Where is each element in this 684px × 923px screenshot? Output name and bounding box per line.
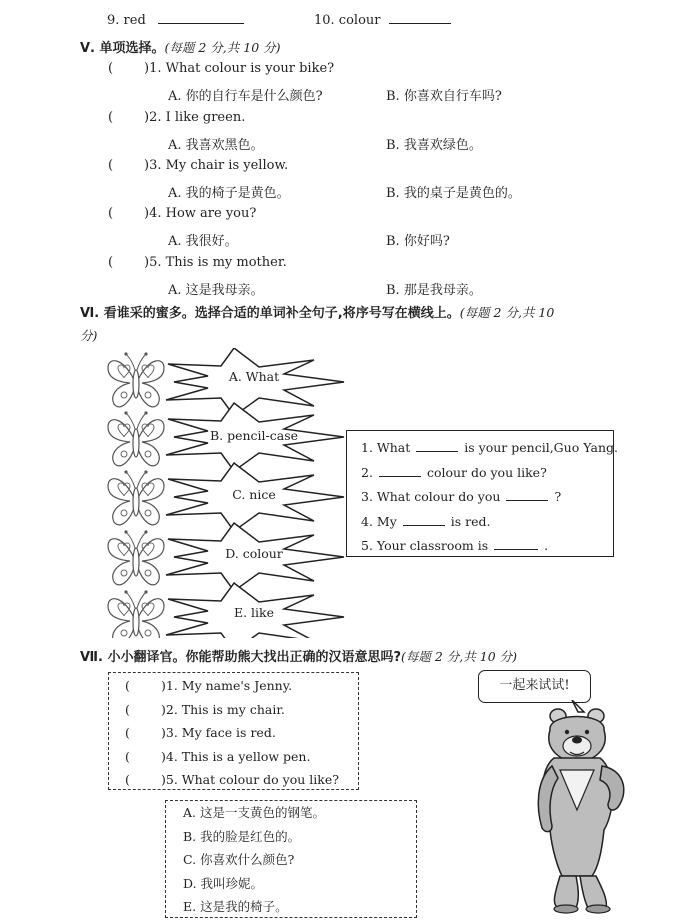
question-text: )2. I like green. [144,110,246,125]
question-4 [108,206,256,221]
question-3 [108,158,288,173]
item-10-blank[interactable] [389,23,451,24]
question-text: )3. My face is red. [161,725,276,740]
answer-paren[interactable]: ( [108,255,114,270]
flower-1 [108,352,164,406]
section-6-heading-cont [80,326,97,344]
answer-paren[interactable]: ( [125,725,130,740]
question-text: )2. This is my chair. [161,701,285,717]
word-e: E. like [233,605,275,620]
answer-paren[interactable]: ( [125,678,130,693]
question-text: )1. My name's Jenny. [161,678,293,693]
answer-paren[interactable]: ( [125,748,130,764]
question-2 [108,110,245,125]
sentence-start: 4. My [361,513,397,529]
word-d: D. colour [225,546,283,561]
section-7-heading [80,646,517,665]
question-text: )4. How are you? [144,206,257,221]
option-b[interactable]: B. 我的桌子是黄色的。 [386,186,521,201]
question-1 [108,61,334,76]
option-a[interactable]: A. 我喜欢黑色。 [168,138,264,153]
translation-question-4 [125,746,358,770]
sentence-blank[interactable] [403,525,445,526]
sentence-box [346,430,618,557]
word-a: A. What [228,369,280,384]
sentence-end: is your pencil,Guo Yang. [464,440,618,455]
option-b[interactable]: B. 那是我母亲。 [386,283,482,298]
flower-3 [108,470,164,524]
question-text: )4. This is a yellow pen. [161,748,311,764]
flower-2 [108,411,164,465]
option-a[interactable]: A. 我的椅子是黄色。 [168,186,290,201]
section-5-title: Ⅴ. 单项选择。 [80,41,165,56]
sentence-blank[interactable] [379,476,421,477]
translation-question-5 [125,769,358,793]
word-c: C. nice [232,487,276,502]
sentence-start: 1. What [361,440,411,455]
option-a[interactable]: A. 你的自行车是什么颜色? [168,89,323,104]
sentence-2 [361,462,613,487]
answer-paren[interactable]: ( [125,701,130,717]
translation-option-5: E. 这是我的椅子。 [183,899,288,914]
answer-paren[interactable]: ( [108,158,114,173]
section-5-note: (每题 2 分,共 10 分) [164,40,281,55]
translation-option-4: D. 我叫珍妮。 [183,875,264,891]
sentence-end: colour do you like? [426,464,547,480]
section-6-note-cont: 分) [80,328,98,343]
option-b[interactable]: B. 我喜欢绿色。 [386,138,482,153]
question-text: )1. What colour is your bike? [144,61,335,76]
item-9-blank[interactable] [158,23,244,24]
sentence-blank[interactable] [494,549,538,550]
sentence-end: is red. [450,513,491,529]
question-text: )3. My chair is yellow. [144,158,289,173]
question-text: )5. This is my mother. [144,255,287,270]
question-5 [108,255,287,270]
section-5-heading [80,37,281,56]
option-b[interactable]: B. 你喜欢自行车吗? [386,89,502,104]
sentence-blank[interactable] [506,500,548,501]
translation-questions-box [108,672,359,790]
translation-option-1: A. 这是一支黄色的钢笔。 [183,805,325,820]
bear-icon [532,700,632,920]
answer-paren[interactable]: ( [125,772,130,787]
answer-paren[interactable]: ( [108,110,114,125]
item-9-label: 9. red [107,13,146,28]
translation-option-2: B. 我的脸是红色的。 [183,828,301,844]
section-7-note: (每题 2 分,共 10 分) [401,649,518,664]
sentence-5 [361,535,613,560]
item-9 [107,13,244,28]
option-a[interactable]: A. 这是我母亲。 [168,283,264,298]
option-a[interactable]: A. 我很好。 [168,234,238,249]
flower-5 [108,590,164,638]
sentence-start: 5. Your classroom is [361,538,489,553]
sentence-1 [361,437,618,462]
sentence-4 [361,511,613,536]
translation-question-2 [125,699,358,723]
answer-paren[interactable]: ( [108,206,114,221]
translation-question-3 [125,722,358,746]
section-6-title: Ⅵ. 看谁采的蜜多。选择合适的单词补全句子,将序号写在横线上。 [80,306,460,321]
question-text: )5. What colour do you like? [161,772,339,787]
section-6-note: (每题 2 分,共 10 [459,305,555,320]
section-7-title: Ⅶ. 小小翻译官。你能帮助熊大找出正确的汉语意思吗? [80,650,402,665]
item-10-label: 10. colour [314,13,381,28]
word-b: B. pencil-case [209,428,299,443]
translation-question-1 [125,675,358,699]
flower-4 [108,530,164,584]
sentence-start: 2. [361,464,373,480]
sentence-blank[interactable] [416,451,458,452]
sentence-end: . [544,538,549,553]
sentence-start: 3. What colour do you [361,489,501,504]
sentence-3 [361,486,613,511]
translation-option-3: C. 你喜欢什么颜色? [183,852,295,867]
sentence-end: ? [554,489,562,504]
item-10 [314,13,451,28]
option-b[interactable]: B. 你好吗? [386,234,450,249]
speech-bubble: 一起来试试! [478,670,591,703]
translation-answers-box [165,800,417,918]
answer-paren[interactable]: ( [108,61,114,76]
section-6-heading [80,302,554,321]
